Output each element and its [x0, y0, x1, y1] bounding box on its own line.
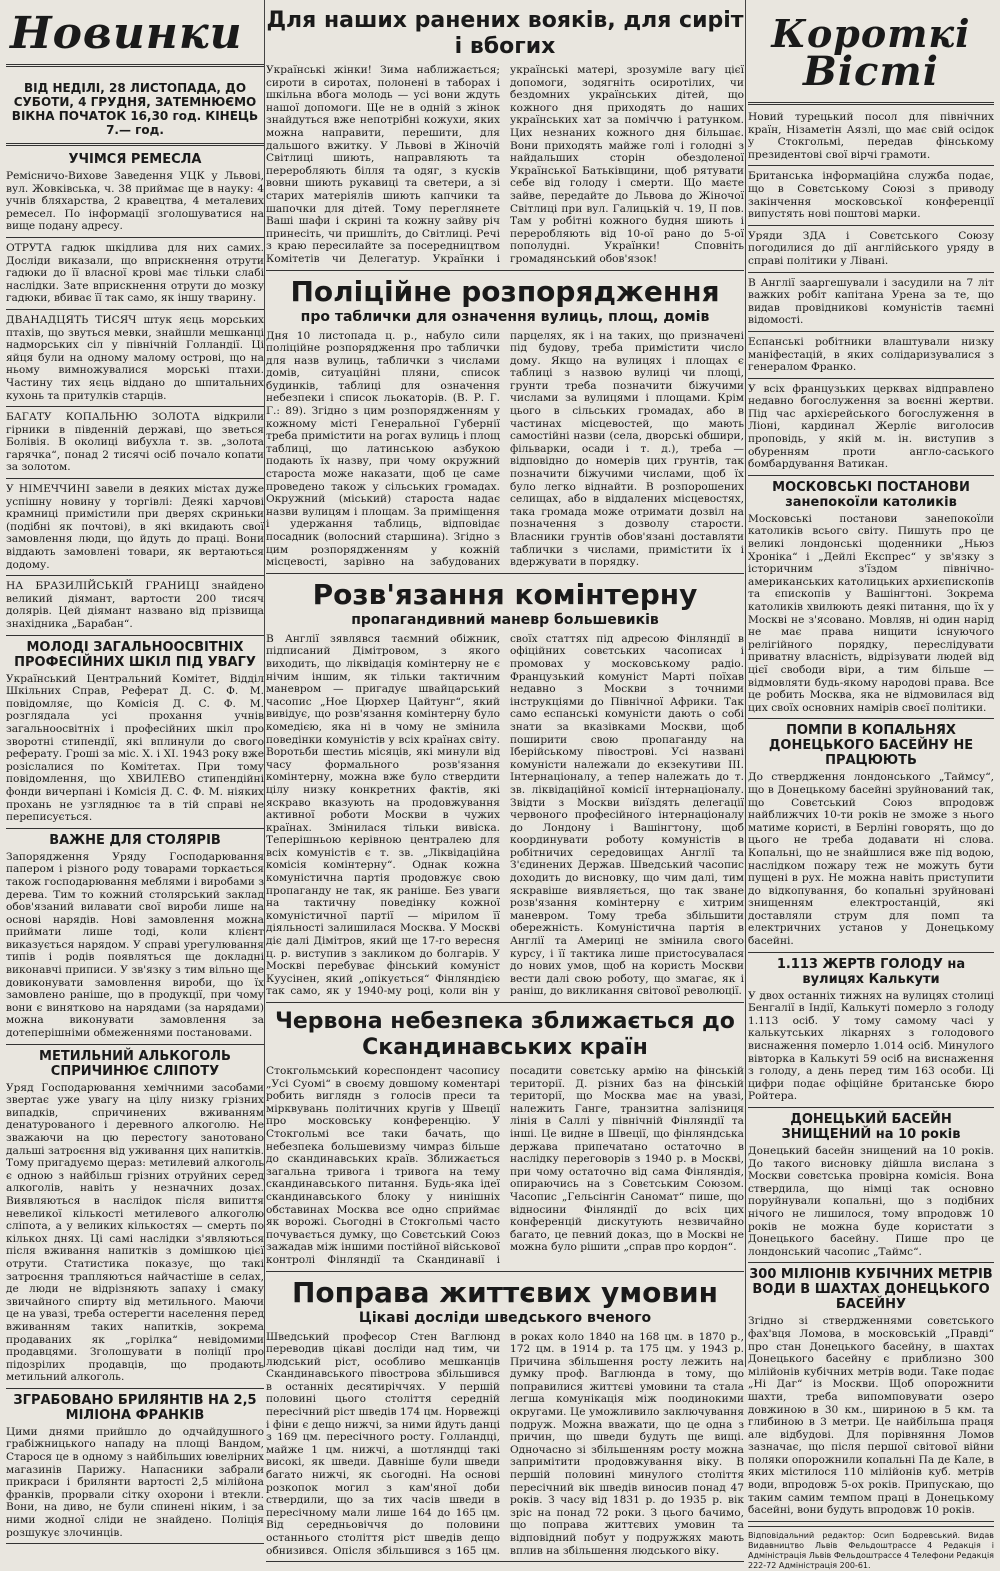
news-item: [6, 833, 264, 1045]
article: [266, 577, 744, 1003]
right-masthead-line1: Короткі: [771, 11, 971, 56]
divider: [266, 1002, 744, 1003]
article-subheadline: пропагандивний маневр большевиків: [351, 611, 659, 628]
news-item-title: ДОНЕЦЬКИЙ БАСЕЙН ЗНИЩЕНИЙ на 10 років: [781, 1112, 961, 1142]
news-item: [748, 1112, 994, 1263]
article-headline: Для наших ранених вояків, для сиріт і вбогих: [266, 8, 744, 59]
news-item-text: Український Центральний Комітет, Відділ Шкільних Справ, Реферат Д. С. Ф. М. повідомляє, що Комісія Д. С. Ф. М. розглядала усі прохання учнів загальноосвітніх і професійних шкіл про зворотні стипендії, які вплинули до свого реферату. Гроші за міс. Х. і ХІ. 1943 року вже розіслалися по Комітетах. При тому повідомлення, що ХВИЛЕВО стипендійні фонди вичерпані і Комісія Д. С. Ф. М. ніяких прохань не узгляднює та в тій справі не переписується.: [6, 672, 264, 824]
center-articles: [266, 8, 744, 1562]
article: [266, 1275, 744, 1563]
divider: [6, 143, 264, 146]
article-subheadline: про таблички для означення вулиць, площ, домів: [300, 308, 710, 325]
news-item-title: ПОМПИ В КОПАЛЬНЯХ ДОНЕЦЬКОГО БАСЕЙНУ НЕ ПРАЦЮЮТЬ: [768, 723, 974, 769]
news-item: [6, 483, 264, 576]
right-column: [748, 0, 994, 1571]
news-item-title: 300 МІЛІОНІВ КУБІЧНИХ МЕТРІВ ВОДИ В ШАХТАХ ДОНЕЦЬКОГО БАСЕЙНУ: [749, 1267, 993, 1313]
divider: [266, 1561, 744, 1562]
news-item-text: Ремісничо-Вихове Заведення УЦК у Львові, вул. Жовківська, ч. 38 приймає ще в науку: 4 учнів бляхарства, 2 кравецтва, 4 металевих ремесел. По інформації зголошуватися на вище подану адресу.: [6, 170, 264, 233]
news-item-title: МОЛОДІ ЗАГАЛЬНООСВІТНІХ ПРОФЕСІЙНИХ ШКІЛ ПІД УВАГУ: [14, 639, 256, 670]
divider: [748, 102, 994, 105]
news-item: [6, 152, 264, 238]
divider: [748, 1521, 994, 1522]
news-item-title: 1.113 ЖЕРТВ ГОЛОДУ на вулицях Калькути: [776, 956, 966, 987]
news-item: [748, 723, 994, 952]
news-item-title: УЧІМСЯ РЕМЕСЛА: [68, 152, 202, 167]
divider: [6, 237, 264, 238]
news-item-text: Запорядження Уряду Господарювання папером і різного роду товарами торкається також господарювання меблями і виробами з дерева. Тим то кожний столярський заклад обов'язаний вилавати свої вироби лише на основі нарядів. Нові замовлення можна приймати лише тоді, коли клієнт виказується нарядом. У справі урегулювання типів і родів появляться ще докладні виконавчі приписи. У зв'язку з тим вільно ще довиконувати замовлення вироби, що їх замовлено раніше, що в продукції, при чому вони є винятково на нарядами (за нарядами) можна виконувати замовлення за дотеперішніми обмеженнями постановами.: [6, 850, 264, 1040]
news-item-text: У всіх французьких церквах відправлено недавно богослуження за воєнні жертви. Під час архієрейського богослуження в Ліоні, кардинал Жерліє виголосив проповідь, у якій м. ін. виступив з обуренням проти англо-саського бомбардування Ватикан.: [748, 382, 994, 471]
news-item: [6, 314, 264, 407]
news-item-text: ОТРУТА гадюк шкідлива для них самих. Досліди виказали, що вприскнення отрути гадюки до її власної крові має тільки слабі наслідки. Зате вприскнення отрути до мозку гадюки, вбиває її так само, як іншу тварину.: [6, 241, 264, 305]
article-headline: Поліційне розпорядження: [290, 274, 720, 308]
left-masthead: Новинки: [10, 8, 243, 59]
news-item-text: В Англії зааргешували і засудили на 7 літ важких робіт капітана Урена за те, що видав провідникові комуністів таємні відомості.: [748, 276, 994, 327]
divider: [6, 1543, 264, 1544]
news-item-text: НА БРАЗИЛІЙСЬКІЙ ГРАНИЦІ знайдено великий діямант, вартости 200 тисяч долярів. Цей діямант названо від прізвища знахідника „Барабан“.: [6, 580, 264, 630]
news-item-title: МЕТИЛЬНИЙ АЛЬКОГОЛЬ СПРИЧИНЮЄ СЛІПОТУ: [39, 1048, 231, 1079]
news-item-title: ЗГРАБОВАНО БРИЛЯНТІВ НА 2,5 МІЛІОНА ФРАНКІВ: [13, 1392, 257, 1423]
center-column: [266, 0, 744, 1566]
news-item-title: ВАЖНЕ ДЛЯ СТОЛЯРІВ: [49, 832, 221, 848]
news-item: [748, 230, 994, 273]
divider: [6, 1388, 264, 1389]
divider: [748, 272, 994, 273]
news-item: [748, 383, 994, 476]
column-divider: [745, 0, 746, 1367]
right-masthead-line2: Вісті: [803, 48, 939, 95]
news-item-text: Британська інформаційна служба подає, що в Совєтському Союзі з приводу закінчення московської конференції випустять нові поштові марки.: [748, 170, 994, 221]
article: [266, 8, 744, 271]
news-item-text: ДВАНАДЦЯТЬ ТИСЯЧ штук яєць морських птахів, що звуться мевки, знайшли мешканці надморських сіл у північній Голландії. Ці яйця були на одному малому острові, що на ньому вимножувалися морські птахи. Частину тих яєць віддано до шпитальних кухонь та притулків старців.: [6, 313, 264, 402]
news-item: [748, 1267, 994, 1522]
divider: [6, 635, 264, 636]
left-items: [6, 152, 264, 1544]
divider: [6, 406, 264, 407]
divider: [6, 575, 264, 576]
divider: [748, 378, 994, 379]
news-item-text: У двох останніх тижнях на вулицях столиці Бенгалії в Індії, Калькуті померло з голоду 1.113 осіб. У тому самому часі у калькутських лікарнях з голодового виснаження померло 1.014 осіб. Минулого вівторка в Калькуті 59 осіб на виснаження з голоду, а день перед тим 163 особи. Ці цифри подає офіційне британське бюро Ройтера.: [748, 989, 994, 1103]
news-item-text: Згідно зі ствердженнями совєтського фах'вця Ломова, в московській „Правді“ про стан Донецького басейну, в шахтах Донецького басейну є приблизно 300 мілійонів кубічних метрів води. Таке подає „Ні Даг“ із Москви. Щоб опорожнити шахти, треба випомповувати озеро довжиною в 30 км., шириною в 5 км. та глибиною в 3 метри. Це найбільша праця але відбудові. Для порівняння Ломов зазначає, що після першої світової війни поляки опорожнили копальні Па де Кале, в яких містилося 110 мілійонів куб. метрів води, впродовж 5-ох років. Припускаю, що таким самим темпом праці в Донецькому басейні, вони будуть впродовж 10 років.: [748, 1315, 994, 1517]
news-item-title: МОСКОВСЬКІ ПОСТАНОВИ занепокоїли католиків: [772, 479, 970, 510]
divider: [748, 1107, 994, 1108]
article-body: Шведський професор Стен Ваглюнд переводив цікаві досліди над тим, чи людський ріст, особливо мешканців Скандинавського півострова збільшився в останніх десятиріччях. У першій половині цього століття середній пересічний ріст шведів 174 цм. Норвежці і фіни є дещо нижчі, за ними йдуть данці з 169 цм. пересічного росту. Голландці, майже 1 цм. нижчі, а шотляндці такі високі, як шведи. Давніше були шведи багато нижчі, як сьогодні. На основі розкопок могил з кам'яної доби ствердили, що за тих часів шведи в пересічному мали лише 164 до 165 цм. Від середньовіччя до половини останнього століття ріст шведів дещо обнизився. Опісля збільшився з 165 цм. в роках коло 1840 на 168 цм. в 1870 р., 172 цм. в 1914 р. та 175 цм. у 1943 р. Причина збільшення росту лежить на думку проф. Ваглюнда в тому, що поправилися життєві умовини та стала легша комунікація між поодинокими округами. Це уможливило заключування подруж. Можна вважати, що це одна з причин, що шведи будуть ще вищі. Одночасно зі збільшенням росту можна запримітити продовжування віку. В першій половині минулого століття пересічний вік шведів виносив понад 47 років. З часу від 1831 р. до 1935 р. вік зріс на понад 72 роки. З цього бачимо, що поправа життєвих умовин та відповідний побут у подружжях мають вплив на збільшення людського віку.: [266, 1330, 744, 1557]
article-headline: Поправа життєвих умовин: [291, 1275, 719, 1309]
divider: [6, 1044, 264, 1045]
divider: [266, 1271, 744, 1272]
divider: [6, 309, 264, 310]
news-item-text: Донецький басейн знищений на 10 років. До такого висновку дійшла вислана з Москви совєтська провірна комісія. Вона ствердила, що німці так основно поруйнували копальні, що з подібних нічого не лишилося, тому впродовж 10 років не можна буде користати з Донецького басейну. Пише про це лондонський часопис „Таймс“.: [748, 1145, 994, 1258]
news-item: [748, 957, 994, 1108]
divider: [6, 828, 264, 829]
column-divider: [264, 0, 265, 1367]
divider: [748, 331, 994, 332]
divider: [748, 475, 994, 476]
divider: [748, 1262, 994, 1263]
news-item: [6, 640, 264, 829]
news-item-text: Уряд Господарювання хемічними засобами звертає уже увагу на цілу низку грізних випадків, спричинених вживанням денатурованого і деревного алкоголю. Не зважаючи на цю перестогу занотовано дальші затроєння від уживання цих напитків. Тому пригадуємо щераз: метилевий алкоголь є одною з найбільш грізних отруйних серед алкоголів, навіть у незначних дозах. Виявляються в наслідок після випиття невеликої кількості метилевого алкоголю сліпота, а у великих кількостях — смерть по кількох днях. Ці самі наслідки з'являються після вживання напитків з домішкою цієї отрути. Статистика показує, що такі затроєння трапляються найчастіше в селах, де люди не відрізняють запаху і смаку звичайного спирту від метильного. Маючи це на увазі, треба остерегти населення перед вживанням таких напитків, зокрема продаваних як „горілка“ невідомими продавцями. Зголошувати в поліції про підозрілих продавців, що продають метильний алкоголь.: [6, 1081, 264, 1384]
left-column: [6, 0, 264, 1548]
divider: [748, 225, 994, 226]
news-item: [6, 1393, 264, 1544]
news-item: [748, 170, 994, 225]
news-item: [748, 480, 994, 720]
news-item: [748, 111, 994, 166]
news-item: [6, 242, 264, 310]
blackout-notice: ВІД НЕДІЛІ, 28 ЛИСТОПАДА, ДО СУБОТИ, 4 ГРУДНЯ, ЗАТЕМНЮЄМО ВІКНА ПОЧАТОК 16,30 год. КІНЕЦЬ 7.— год.: [11, 81, 259, 137]
divider: [748, 165, 994, 166]
news-item-text: У НІМЕЧЧИНІ завели в деяких містах дуже успішну новину у торгівлі: Деякі харчові крамниці примістили при дверях скриньки (подібні як почтові), в які вкидають свої замовлення люди, що йдуть до праці. Вони віддають замовлені товари, як вертаються додому.: [6, 483, 264, 571]
right-items: [748, 111, 994, 1522]
divider: [748, 952, 994, 953]
imprint: Відповідальний редактор: Осип Бодревський. Видав Видавництво Львів Фельдоштрассе 4 Редакція і Адміністрація Львів Фельдоштрассе 4 Телефони Редакція 222-72 Адміністрація 200-61.: [748, 1530, 994, 1570]
news-item: [748, 336, 994, 379]
divider: [6, 478, 264, 479]
news-item-text: Цими днями прийшло до одчайдушного грабіжницького нападу на площі Вандом, Старося це в одному з найбільших ювелірних магазинів Парижу. Напасники забрали прикраси і брилянти вартості 2,5 мілійона франків, прорвали сітку охорони і втекли. Вони, на диво, не були спинені ніким, і за ними жодної сліди не знайдено. Поліція розшукує злочинців.: [6, 1425, 264, 1539]
news-item: [6, 411, 264, 479]
article-body: В Англії зявлявся таємний обіжник, підписаний Дімітровом, з якого виходить, що ліквідація комінтерну не є нічим іншим, як тільки тактичним маневром — пригадує швайцарський часопис „Ное Цюрхер Цайтунг“, який вивідує, що розв'язання комінтерну було комедією, яка ні в чому не змінила поведінки комуністів у всіх країнах світу. Воротьби шестиь місяців, які минули від часу формального розв'язання комінтерну, можна вже було ствердити цілу низку конкретних фактів, які яскраво вказують на продовжування активної роботи Москви в чужих країнах. Змінилася тільки вивіска. Теперішньою керівною централею для всіх комуністів є т. зв. „Ліквідаційна комісія комінтерну“. Однак кожна комуністична партія продовжує свою пропаганду не так, як раніше. Без уваги на тактичну поведінку кожної комуністичної партії — мірилом її діяльності залишилася Москва. У Москві діє далі Дімітров, який ще 17-го вересня ц. р. виступив з закликом до болгарів. У Москві перебуває фінський комуніст Куусінен, який „опікується“ Фінляндією так само, як у 1940-му році, коли він у своїх статтях під адресою Фінляндії в офіційних совєтських часописах і промовах у московському радіо. Французький комуніст Марті поїхав недавно з Москви з точними інструкціями до Північної Африки. Так само еспанські комуністи дають о собі знати за вказівками Москви, щоб поширити свою пропаганду на Іберійському півострові. Усі названі комуністи належали до екзекутиви ІІІ. Інтернаціоналу, а тепер належать до т. зв. ліквідаційної комісії інтернаціоналу. Звідти з Москви виїздять делегації червоного професійного інтернаціоналу до Лондону і Вашінгтону, щоб координувати роботу комуністів в робітничих середовищах Англії та З'єдинених Держав. Шведський часопис доходить до висновку, що чим далі, тим яскравіше виявляється, що так зване розв'язання комінтерну є хитрим маневром. Тому треба збільшити обережність. Комуністична партія в Англії та Америці не змінила свого курсу, і її тактика лише пристосувалася до нових умов, щоб на користь Москви вести далі свою роботу, що змагає, як і раніш, до викликання світової революції.: [266, 632, 744, 998]
news-item: [6, 1049, 264, 1389]
news-item-text: Новий турецький посол для північних країн, Нізаметін Аязлі, що має свій осідок у Стокгольмі, передав фінському президентові свої вірчі грамоти.: [748, 111, 994, 161]
news-item-text: До ствердження лондонського „Таймсу“, що в Донецькому басейні зруйнований так, що Совєтський Союз впродовж найближчих 10-ти років не зможе з нього матиме користі, в Берліні говорять, що до цього не треба додавати ні слова. Копальні, що не знайшлися вже під водою, наслідком пожару теж не можуть бути пущені в рух. Не можна навіть приступити до відкопування, бо копальні зруйновані знищенням електростанцій, які доставляли струм для помп та електричних установ у Донецькому басейні.: [748, 771, 994, 948]
divider: [748, 718, 994, 719]
article: [266, 1009, 744, 1272]
news-item-text: Еспанські робітники влаштували низку маніфестацій, в яких солідаризувалися з генералом Франко.: [748, 335, 994, 374]
divider: [6, 64, 264, 67]
article-headline: Червона небезпека зближається до Скандинавських країн: [275, 1009, 735, 1060]
news-item-text: Московські постанови занепокоїли католиків всього світу. Пишуть про це великі лондонські щоденники „Ньюз Хроніка“ і „Дейлі Експрес“ у зв'язку з історичним з'їздом північно-американських католицьких архиєпископів та єпископів у Вашінгтоні. Зокрема католиків хвилюють деякі питання, що їх у Москві не з'ясовано. Мовляв, ні один нарід не має права нищити існуючого релігійного порядку, переслідувати приватну власність, відрізувати людей від цієї свободи віри, а тим більше — відмовляти будь-якому народові права. Все це робить Москва, яка не відмовилася від цих своїх основних намірів своєї політики.: [748, 512, 994, 714]
article-body: Стокгольмський кореспондент часопису „Усі Суомі“ в своєму довшому коментарі робить виглядн з голосів преси та мірквувань політичних кругів у Швеції про московську конференцію. У Стокгольмі все таки бачать, що небезпека большевизму чимраз більше до скандинавських країв. Зближається загальна тривога і тривога на тему скандинавського питання. Будь-яка ідеї скандинавського блоку у нинішніх обставинах Москва все одно сприймає як ворожі. Сьогодні в Стокгольмі часто почувається думку, що Совєтський Союз зажадав між іншими постійної військової контролі Фінляндії та Скандинавії і посадити совєтську армію на фінській території. Д. різних баз на фінській території, що Москва має на увазі, належить Ганге, транзитна залізниця лінія в Саллі у північній Фінляндії та інші. Це видне в Швеції, що фінляндська держава припечатано остаточно в наслідку переговорів з 1940 р. в Москві, при чому остаточно від сама Фінляндія, опираючись на з Совєтським Союзом. Часопис „Гельсінгін Саномат“ пише, що відносини Фінляндії до всіх цих конференцій дискутують незвичайно багато, це певний доказ, що в Москві не можна було рішити „справ про кордон“.: [266, 1065, 744, 1266]
news-item-text: Уряди ЗДА і Совєтського Союзу погодилися до дії англійського уряду в справі політики у Лівані.: [748, 229, 994, 267]
news-item: [6, 580, 264, 635]
article-headline: Розв'язання комінтерну: [312, 577, 698, 611]
divider: [266, 573, 744, 574]
article-subheadline: Цікаві досліди шведського вченого: [358, 1309, 652, 1326]
news-item-text: БАГАТУ КОПАЛЬНЮ ЗОЛОТА відкрили гірники в південній державі, що зветься Болівія. В околиці вибухла т. зв. „золота гарячка“, понад 2 тисячі осіб почало копати за золотом.: [6, 411, 264, 474]
divider: [266, 270, 744, 271]
article: [266, 274, 744, 574]
news-item: [748, 277, 994, 332]
article-body: Українські жінки! Зима наближається; сироти в сиротах, полонені в таборах і шкільна вбога молодь — усі вони ждуть нашої допомоги. Ще не в одній з жінок знайдуться вже непотрібні кожухи, яких можна направити, перешити, для дальшого вжитку. У Львові в Жіночій Світлиці шиють, направляють та переробляють білля та одяг, з кусків вовни шиють рукавиці та светери, а зі старих матеріялів шиють капчики та шапочки для дітей. Тому переглянете Ваші шафи і скрині та кожну зайву річ принесіть, чи пришліть, до Світлиці. Речі з краю пересилайте за посередництвом Комітетів чи Делегатур. Українки і українські матері, зрозуміле вагу цієї допомоги, зодягніть осиротілих, чи бездомних українських дітей, що кожного дня приходять до наших українських хат за поміччю і ратунком. Цих незнаних кожного дня більшає. Вони приходять майже голі і голодні з найдальших сторін обездоленої Української Батьківщини, щоб рятувати себе від голоду і смерти. Що маєте зайве, передайте до Львова до Жіночої Світлиці при вул. Галицькій ч. 19, ІІ пов. Там у робітні кожного будня шиють і переробляють від 10-ої рано до 5-ої пополудні. Українки! Сповніть громадянський обов'язок!: [266, 64, 744, 265]
article-body: Дня 10 листопада ц. р., набуло сили поліційне розпорядження про таблички для назв вулиць, таблички з числами домів, ситуаційні пляни, список будинків, таблиці для означення небезпеки і список льокаторів. (В. Р. Г. Г.: 89). Згідно з цим розпорядженням у кожному місті Генеральної Губернії треба примістити на рогах вулиць і площ таблиці, що латинською азбукою подають їх назву, при чому окружний староста може наказати, щоб це саме проведено також у сільських громадах. Окружний (міський) староста надає назви вулицям і площам. За приміщення і удержання таблиць, відповідає посадник (волосний старшина). Згідно з цим розпорядженням у кожній місцевості, зарівно на забудованих парцелях, як і на таких, що призначені під будову, треба примістити число дому. Якщо на вулицях і площах є таблиці з назвою вулиці чи площі, грунти треба позначити біжучими числами за вулицями і площами. Крім цього в сільських громадах, або в частинах місцевостей, що мають самостійні назви (села, дворські обшири, фільварки, осади і т. д.), треба — відповідно до номерів цих грунтів, так позначити біжучими числами, щоб їх було легко віднайти. В розпорошених селищах, або в віддалених місцевостях, така громада може отримати дозвіл на позначення з дозволу старости. Власники грунтів обов'язані доставляти таблички з числами, примістити їх і вдержувати в порядку.: [266, 329, 744, 569]
divider: [748, 1526, 994, 1527]
